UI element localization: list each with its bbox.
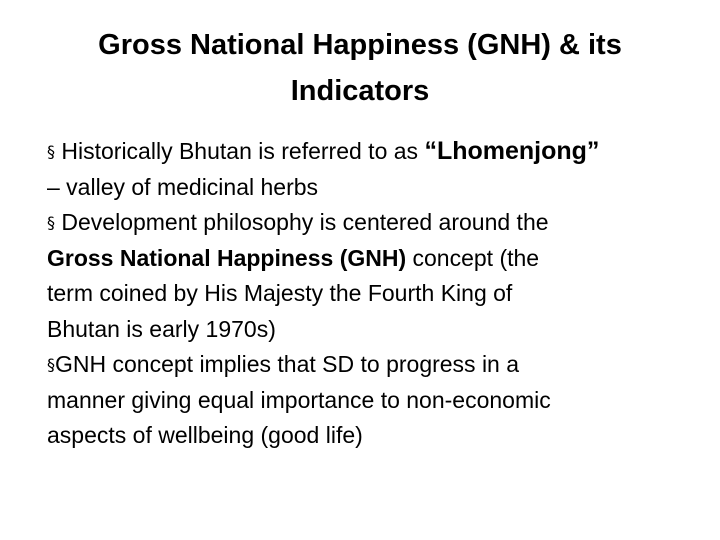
- para2-text: Development philosophy is centered around the: [55, 209, 549, 235]
- slide-title: [40, 22, 680, 114]
- para2-tail: concept (the: [406, 244, 540, 271]
- title-line-1: Gross National Happiness (GNH) & its: [98, 29, 622, 61]
- title-line-2: Indicators: [290, 75, 430, 107]
- bullet-paragraph-1: [47, 134, 707, 205]
- slide-body: [47, 134, 707, 454]
- para2-line4: Bhutan is early 1970s): [47, 315, 276, 342]
- para1-line2: – valley of medicinal herbs: [47, 173, 319, 200]
- bullet-paragraph-2: [47, 205, 707, 347]
- bullet-icon: §: [47, 213, 55, 232]
- bullet-paragraph-3: [47, 347, 707, 454]
- bullet-icon: §: [47, 355, 55, 374]
- bullet-icon: §: [47, 142, 55, 161]
- para3-line3: aspects of wellbeing (good life): [47, 422, 363, 448]
- para3-line2: manner giving equal importance to non-economic: [47, 386, 551, 413]
- para2-strong: Gross National Happiness (GNH): [47, 244, 407, 271]
- para1-strong: “Lhomenjong”: [424, 137, 600, 165]
- para3-text: GNH concept implies that SD to progress in a: [55, 351, 520, 377]
- para1-text: Historically Bhutan is referred to as: [55, 138, 425, 164]
- para2-line3: term coined by His Majesty the Fourth King of: [47, 280, 513, 306]
